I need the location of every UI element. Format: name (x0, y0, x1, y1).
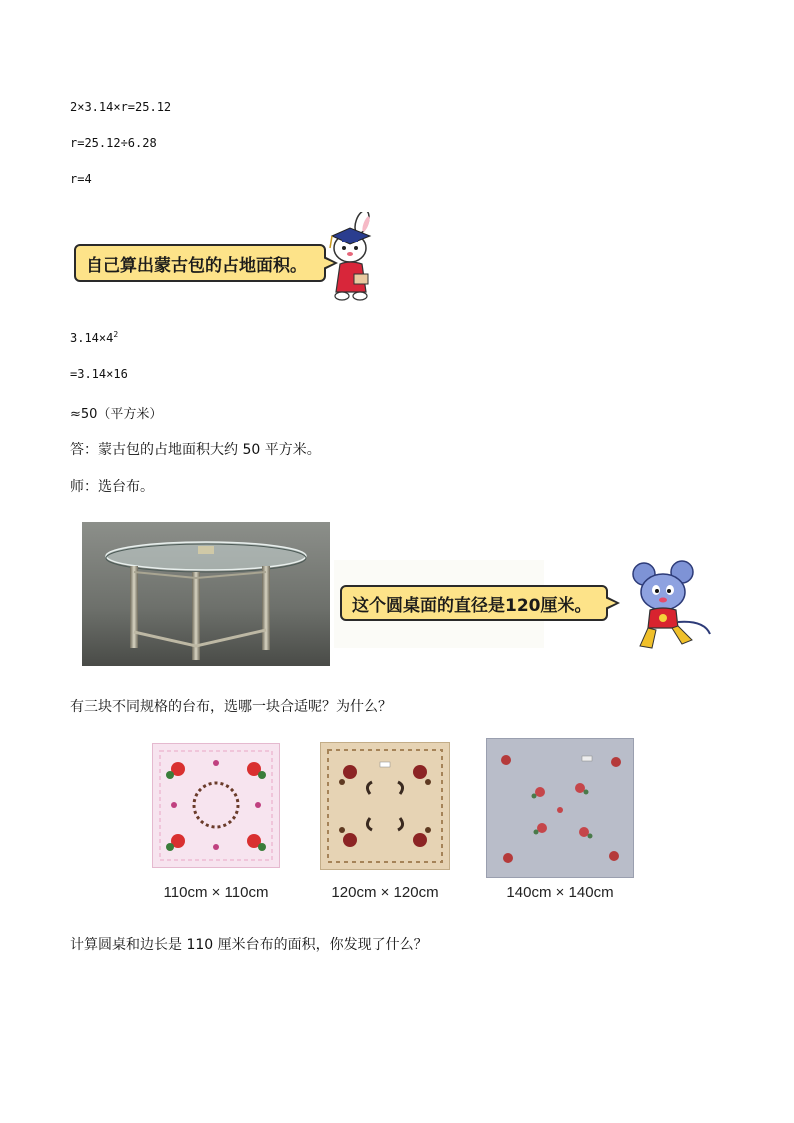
rabbit-teacher-illustration (318, 212, 386, 304)
tablecloth-140-image (486, 738, 634, 878)
tablecloth-120-image (320, 742, 450, 870)
mouse-speech-bubble (340, 585, 608, 621)
calc-line-1: 2×3.14×r=25.12 (70, 100, 172, 114)
calc-line-2: r=25.12÷6.28 (70, 136, 157, 150)
exponent: 2 (113, 330, 119, 339)
mouse-illustration (626, 560, 716, 652)
tablecloth-120-label: 120cm × 120cm (331, 884, 439, 901)
calc-line-3: r=4 (70, 172, 92, 186)
mouse-bubble-text: 这个圆桌面的直径是120厘米。 (352, 595, 592, 616)
rabbit-speech-bubble (74, 244, 326, 282)
question-1: 有三块不同规格的台布，选哪一块合适呢？为什么？ (70, 699, 392, 715)
tablecloth-110-image (152, 743, 280, 868)
area-calc-line-1: $3.14\times 4^2$ (70, 330, 119, 345)
rabbit-bubble-text: 自己算出蒙古包的占地面积。 (86, 255, 307, 276)
question-2: 计算圆桌和边长是 110 厘米台布的面积，你发现了什么？ (70, 937, 428, 953)
tablecloth-110-label: 110cm × 110cm (163, 884, 269, 901)
round-table-photo (82, 522, 330, 666)
teacher-text: 师：选台布。 (70, 479, 154, 495)
answer-text: 答：蒙古包的占地面积大约 50 平方米。 (70, 442, 321, 458)
tablecloth-140-label: 140cm × 140cm (506, 884, 614, 901)
area-calc-line-3: ≈50（平方米） (70, 407, 163, 422)
area-calc-line-2: =3.14×16 (70, 367, 128, 381)
